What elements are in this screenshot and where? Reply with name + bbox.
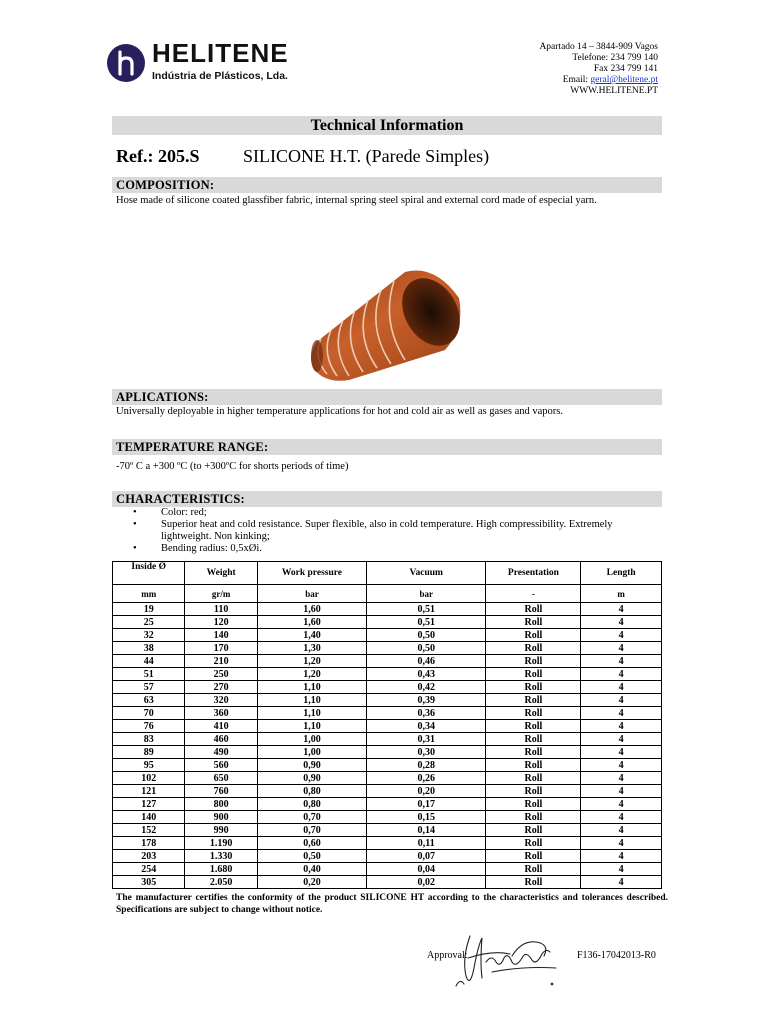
table-header-row (113, 562, 662, 585)
table-cell: 270 (185, 681, 257, 694)
table-cell: 254 (113, 863, 185, 876)
table-cell: 0,46 (367, 655, 486, 668)
table-row (113, 772, 662, 785)
table-cell: Roll (486, 681, 581, 694)
table-cell: 1,10 (257, 720, 366, 733)
table-cell: 32 (113, 629, 185, 642)
table-cell: 110 (185, 603, 257, 616)
applications-text: Universally deployable in higher temperature applications for hot and cold air as well as gases and vapors. (116, 406, 563, 417)
table-cell: 19 (113, 603, 185, 616)
table-cell: Roll (486, 785, 581, 798)
table-cell: 900 (185, 811, 257, 824)
table-cell: 51 (113, 668, 185, 681)
applications-heading: APLICATIONS: (112, 389, 662, 405)
bullet-icon: • (133, 543, 137, 554)
table-cell: 4 (581, 681, 662, 694)
table-cell: 178 (113, 837, 185, 850)
table-cell: 0,15 (367, 811, 486, 824)
table-cell: Roll (486, 824, 581, 837)
table-cell: 0,60 (257, 837, 366, 850)
table-cell: 1.680 (185, 863, 257, 876)
temperature-heading: TEMPERATURE RANGE: (112, 439, 662, 455)
table-cell: 89 (113, 746, 185, 759)
table-cell: 990 (185, 824, 257, 837)
table-cell: 170 (185, 642, 257, 655)
table-cell: 4 (581, 863, 662, 876)
table-cell: 1,00 (257, 733, 366, 746)
table-cell: 0,31 (367, 733, 486, 746)
table-cell: 4 (581, 668, 662, 681)
table-row (113, 668, 662, 681)
table-cell: 0,07 (367, 850, 486, 863)
table-cell: 305 (113, 876, 185, 889)
table-cell: 1,10 (257, 694, 366, 707)
contact-phone: Telefone: 234 799 140 (572, 53, 658, 63)
table-cell: 0,50 (367, 642, 486, 655)
table-cell: 102 (113, 772, 185, 785)
table-cell: 0,36 (367, 707, 486, 720)
table-row (113, 733, 662, 746)
table-cell: Roll (486, 772, 581, 785)
unit-cell: bar (367, 585, 486, 603)
table-cell: 0,50 (257, 850, 366, 863)
table-row (113, 759, 662, 772)
table-cell: 0,04 (367, 863, 486, 876)
table-cell: 650 (185, 772, 257, 785)
table-cell: 320 (185, 694, 257, 707)
table-row (113, 811, 662, 824)
table-cell: 4 (581, 655, 662, 668)
table-cell: 4 (581, 733, 662, 746)
table-cell: Roll (486, 863, 581, 876)
table-cell: 1,00 (257, 746, 366, 759)
table-cell: 4 (581, 798, 662, 811)
table-row (113, 642, 662, 655)
table-cell: 1,10 (257, 707, 366, 720)
unit-cell: bar (257, 585, 366, 603)
table-cell: 70 (113, 707, 185, 720)
table-row (113, 681, 662, 694)
contact-website: WWW.HELITENE.PT (570, 86, 658, 96)
characteristics-item-text: Color: red; (161, 507, 207, 518)
table-cell: 4 (581, 603, 662, 616)
table-cell: 0,51 (367, 603, 486, 616)
table-cell: 1,30 (257, 642, 366, 655)
table-cell: 0,14 (367, 824, 486, 837)
table-cell: 1,20 (257, 668, 366, 681)
table-cell: 0,43 (367, 668, 486, 681)
table-cell: 2.050 (185, 876, 257, 889)
table-cell: 0,80 (257, 798, 366, 811)
bullet-icon: • (133, 507, 137, 518)
table-cell: 560 (185, 759, 257, 772)
table-cell: Roll (486, 850, 581, 863)
table-cell: 4 (581, 642, 662, 655)
hose-product-image (305, 268, 465, 384)
table-row (113, 746, 662, 759)
header-vacuum: Vacuum (367, 562, 486, 585)
table-cell: 44 (113, 655, 185, 668)
table-cell: 0,42 (367, 681, 486, 694)
brand-name: HELITENE (152, 38, 289, 68)
table-cell: 95 (113, 759, 185, 772)
table-cell: 140 (113, 811, 185, 824)
certification-statement: The manufacturer certifies the conformity of the product SILICONE HT according to the characteristics and tolerances described. Specifications are subject to change without notice. (116, 893, 668, 915)
characteristics-item-text: Bending radius: 0,5xØi. (161, 543, 262, 554)
table-cell: Roll (486, 707, 581, 720)
table-cell: 0,40 (257, 863, 366, 876)
table-cell: 1.330 (185, 850, 257, 863)
table-cell: 4 (581, 811, 662, 824)
contact-address: Apartado 14 – 3844-909 Vagos (539, 42, 658, 52)
table-cell: 460 (185, 733, 257, 746)
contact-email-link[interactable]: geral@helitene.pt (590, 75, 658, 85)
table-cell: 1,20 (257, 655, 366, 668)
table-cell: 1.190 (185, 837, 257, 850)
table-cell: 0,70 (257, 811, 366, 824)
table-cell: 4 (581, 772, 662, 785)
characteristics-item-text: Superior heat and cold resistance. Super flexible, also in cold temperature. High compressibility. Extremely lightweight. Non kinking; (161, 519, 613, 542)
table-cell: 4 (581, 746, 662, 759)
table-cell: 4 (581, 759, 662, 772)
table-cell: 127 (113, 798, 185, 811)
table-cell: Roll (486, 876, 581, 889)
header-inside-diameter: Inside Ø (113, 562, 185, 585)
table-cell: 4 (581, 616, 662, 629)
characteristics-item (130, 507, 630, 519)
table-cell: 0,90 (257, 772, 366, 785)
table-cell: 152 (113, 824, 185, 837)
table-row (113, 720, 662, 733)
bullet-icon: • (133, 519, 137, 530)
table-cell: 121 (113, 785, 185, 798)
table-cell: Roll (486, 616, 581, 629)
table-cell: Roll (486, 668, 581, 681)
table-cell: 76 (113, 720, 185, 733)
helitene-logo-icon (106, 43, 146, 83)
specifications-table (112, 561, 662, 889)
contact-email-label: Email: (562, 75, 591, 85)
table-row (113, 798, 662, 811)
header-presentation: Presentation (486, 562, 581, 585)
table-cell: Roll (486, 746, 581, 759)
table-cell: 4 (581, 629, 662, 642)
table-cell: 0,39 (367, 694, 486, 707)
unit-cell: - (486, 585, 581, 603)
table-cell: Roll (486, 798, 581, 811)
table-cell: 4 (581, 876, 662, 889)
unit-cell: gr/m (185, 585, 257, 603)
table-cell: 83 (113, 733, 185, 746)
table-row (113, 629, 662, 642)
table-cell: 410 (185, 720, 257, 733)
table-cell: 0,80 (257, 785, 366, 798)
contact-block (539, 42, 658, 97)
temperature-text: -70º C a +300 ºC (to +300ºC for shorts periods of time) (116, 461, 349, 472)
table-cell: 38 (113, 642, 185, 655)
table-cell: 1,60 (257, 603, 366, 616)
table-cell: 203 (113, 850, 185, 863)
table-cell: 1,60 (257, 616, 366, 629)
table-row (113, 603, 662, 616)
table-row (113, 863, 662, 876)
table-cell: 4 (581, 850, 662, 863)
table-cell: 0,20 (367, 785, 486, 798)
table-cell: 4 (581, 694, 662, 707)
table-cell: 1,10 (257, 681, 366, 694)
table-cell: 0,70 (257, 824, 366, 837)
approval-label: Approval: (427, 950, 468, 961)
table-cell: 0,50 (367, 629, 486, 642)
table-row (113, 876, 662, 889)
table-row (113, 837, 662, 850)
table-cell: 360 (185, 707, 257, 720)
composition-text: Hose made of silicone coated glassfiber fabric, internal spring steel spiral and external cord made of especial yarn. (116, 195, 597, 206)
table-cell: Roll (486, 603, 581, 616)
table-cell: 0,26 (367, 772, 486, 785)
table-cell: Roll (486, 759, 581, 772)
brand-subtitle: Indústria de Plásticos, Lda. (152, 70, 288, 82)
table-cell: 63 (113, 694, 185, 707)
header-work-pressure: Work pressure (257, 562, 366, 585)
table-cell: 250 (185, 668, 257, 681)
unit-cell: mm (113, 585, 185, 603)
table-row (113, 616, 662, 629)
contact-fax: Fax 234 799 141 (593, 64, 658, 74)
table-cell: 1,40 (257, 629, 366, 642)
document-title: Technical Information (112, 116, 662, 135)
table-cell: 0,17 (367, 798, 486, 811)
characteristics-item (130, 519, 630, 543)
table-cell: 4 (581, 824, 662, 837)
contact-email-line (539, 75, 658, 86)
table-row (113, 694, 662, 707)
table-cell: 0,11 (367, 837, 486, 850)
table-cell: 4 (581, 720, 662, 733)
table-cell: 140 (185, 629, 257, 642)
table-cell: Roll (486, 629, 581, 642)
table-cell: Roll (486, 811, 581, 824)
table-cell: 0,02 (367, 876, 486, 889)
table-cell: Roll (486, 720, 581, 733)
signature-icon (452, 928, 567, 990)
table-cell: 210 (185, 655, 257, 668)
table-cell: 760 (185, 785, 257, 798)
table-cell: Roll (486, 694, 581, 707)
composition-heading: COMPOSITION: (112, 177, 662, 193)
table-cell: 4 (581, 837, 662, 850)
product-name: SILICONE H.T. (Parede Simples) (243, 146, 490, 166)
table-row (113, 655, 662, 668)
table-cell: 0,90 (257, 759, 366, 772)
header-weight: Weight (185, 562, 257, 585)
table-cell: 0,30 (367, 746, 486, 759)
table-row (113, 850, 662, 863)
table-cell: 0,51 (367, 616, 486, 629)
characteristics-list (130, 507, 630, 555)
table-cell: Roll (486, 655, 581, 668)
table-units-row (113, 585, 662, 603)
table-cell: 57 (113, 681, 185, 694)
table-row (113, 824, 662, 837)
table-cell: 120 (185, 616, 257, 629)
characteristics-item (130, 543, 630, 555)
table-cell: 25 (113, 616, 185, 629)
table-row (113, 707, 662, 720)
table-cell: 4 (581, 707, 662, 720)
table-cell: 4 (581, 785, 662, 798)
characteristics-heading: CHARACTERISTICS: (112, 491, 662, 507)
table-cell: Roll (486, 837, 581, 850)
form-code: F136-17042013-R0 (577, 950, 656, 961)
table-cell: Roll (486, 642, 581, 655)
table-cell: 800 (185, 798, 257, 811)
product-reference: Ref.: 205.S (116, 146, 200, 166)
table-cell: 0,28 (367, 759, 486, 772)
header-length: Length (581, 562, 662, 585)
table-cell: 0,34 (367, 720, 486, 733)
unit-cell: m (581, 585, 662, 603)
table-cell: 490 (185, 746, 257, 759)
table-row (113, 785, 662, 798)
table-cell: 0,20 (257, 876, 366, 889)
table-cell: Roll (486, 733, 581, 746)
